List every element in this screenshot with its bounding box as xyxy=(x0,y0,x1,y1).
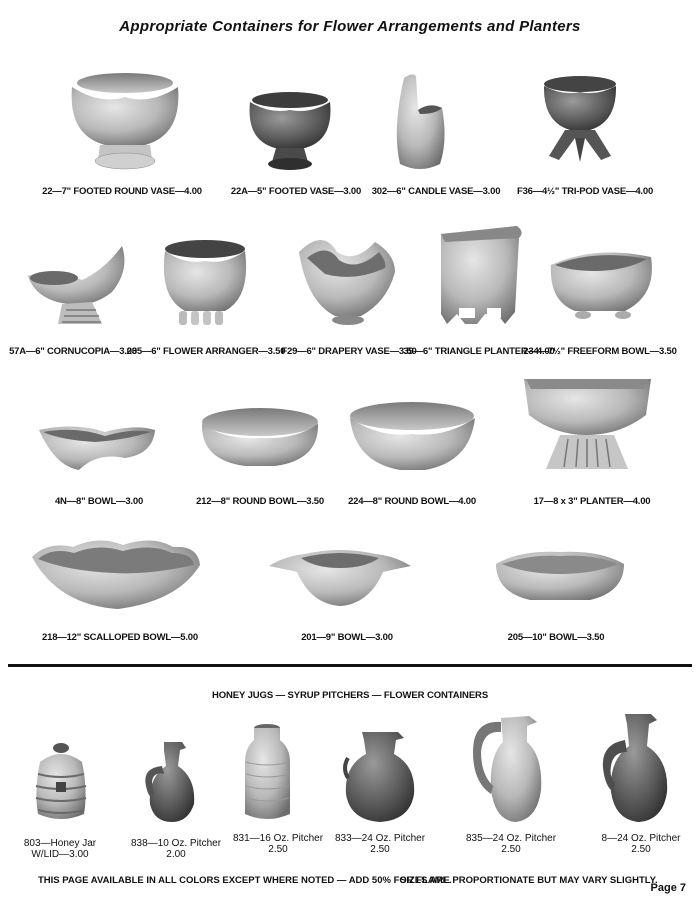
caption-pitcher-835 xyxy=(466,833,556,855)
page-title: Appropriate Containers for Flower Arrangements and Planters xyxy=(119,18,581,35)
caption-pitcher-8-line1: 8—24 Oz. Pitcher xyxy=(601,833,681,844)
footer-colors-note: THIS PAGE AVAILABLE IN ALL COLORS EXCEPT WHERE NOTED — ADD 50% FOR FLAME. xyxy=(38,875,452,886)
caption-bowl-205: 205—10" BOWL—3.50 xyxy=(507,632,605,643)
bowl-205-image xyxy=(490,546,630,608)
caption-honey-jar-line1: 803—Honey Jar xyxy=(23,838,97,849)
triangle-planter-image xyxy=(435,224,525,330)
round-bowl-212-image xyxy=(195,400,325,475)
bowl-201-image xyxy=(265,538,415,613)
pitcher-831-image xyxy=(240,722,295,826)
footer-sizes-note: SIZES ARE PROPORTIONATE BUT MAY VARY SLIGHTLY. xyxy=(400,875,658,886)
honey-jar-image xyxy=(30,740,92,825)
caption-honey-jar-line2: W/LID—3.00 xyxy=(31,849,89,860)
caption-pitcher-833-line1: 833—24 Oz. Pitcher xyxy=(334,833,426,844)
caption-pitcher-835-line1: 835—24 Oz. Pitcher xyxy=(465,833,557,844)
caption-pitcher-838 xyxy=(131,838,221,860)
caption-pitcher-835-line2: 2.50 xyxy=(501,844,521,855)
caption-honey-jar xyxy=(24,838,96,860)
caption-triangle-planter: 39—6" TRIANGLE PLANTER—4.00 xyxy=(403,346,555,357)
caption-round-bowl-212: 212—8" ROUND BOWL—3.50 xyxy=(196,496,324,507)
caption-tripod-vase: F36—4½" TRI-POD VASE—4.00 xyxy=(516,186,654,197)
caption-pitcher-838-line2: 2.00 xyxy=(166,849,186,860)
caption-pitcher-831-line2: 2.50 xyxy=(268,844,288,855)
footed-round-vase-image xyxy=(60,65,190,175)
jugs-section-heading: HONEY JUGS — SYRUP PITCHERS — FLOWER CONTAINERS xyxy=(211,690,489,701)
caption-bowl-201: 201—9" BOWL—3.00 xyxy=(301,632,393,643)
footed-vase-image xyxy=(240,88,340,173)
caption-pitcher-831 xyxy=(233,833,323,855)
caption-pitcher-833 xyxy=(335,833,425,855)
caption-flower-arranger: 235—6" FLOWER ARRANGER—3.50 xyxy=(126,346,286,357)
caption-footed-round-vase: 22—7" FOOTED ROUND VASE—4.00 xyxy=(42,186,202,197)
pitcher-833-image xyxy=(340,728,420,826)
caption-cornucopia: 57A—6" CORNUCOPIA—3.00 xyxy=(9,346,137,357)
page-number: Page 7 xyxy=(650,882,686,894)
tripod-vase-image xyxy=(535,72,625,172)
caption-pitcher-838-line1: 838—10 Oz. Pitcher xyxy=(130,838,222,849)
section-divider xyxy=(8,664,692,667)
round-bowl-224-image xyxy=(345,398,480,478)
planter-17-image xyxy=(520,375,655,475)
caption-pitcher-831-line1: 831—16 Oz. Pitcher xyxy=(232,833,324,844)
caption-pitcher-833-line2: 2.50 xyxy=(370,844,390,855)
caption-candle-vase: 302—6" CANDLE VASE—3.00 xyxy=(371,186,501,197)
caption-drapery-vase: F29—6" DRAPERY VASE—3.50 xyxy=(281,346,417,357)
flower-arranger-image xyxy=(155,237,255,330)
caption-pitcher-8 xyxy=(602,833,681,855)
caption-footed-vase: 22A—5" FOOTED VASE—3.00 xyxy=(230,186,362,197)
candle-vase-image xyxy=(390,70,450,175)
bowl-4n-image xyxy=(35,418,160,480)
pitcher-838-image xyxy=(138,738,203,826)
caption-scalloped-bowl: 218—12" SCALLOPED BOWL—5.00 xyxy=(42,632,198,643)
freeform-bowl-image xyxy=(545,245,657,325)
cornucopia-image xyxy=(22,240,132,330)
caption-planter-17: 17—8 x 3" PLANTER—4.00 xyxy=(533,496,651,507)
pitcher-8-image xyxy=(597,710,675,826)
scalloped-bowl-image xyxy=(28,535,203,615)
caption-pitcher-8-line2: 2.50 xyxy=(631,844,651,855)
caption-round-bowl-224: 224—8" ROUND BOWL—4.00 xyxy=(348,496,476,507)
caption-bowl-4n: 4N—8" BOWL—3.00 xyxy=(54,496,144,507)
caption-freeform-bowl: 234—7½" FREEFORM BOWL—3.50 xyxy=(523,346,677,357)
drapery-vase-image xyxy=(295,232,400,332)
pitcher-835-image xyxy=(465,712,550,827)
